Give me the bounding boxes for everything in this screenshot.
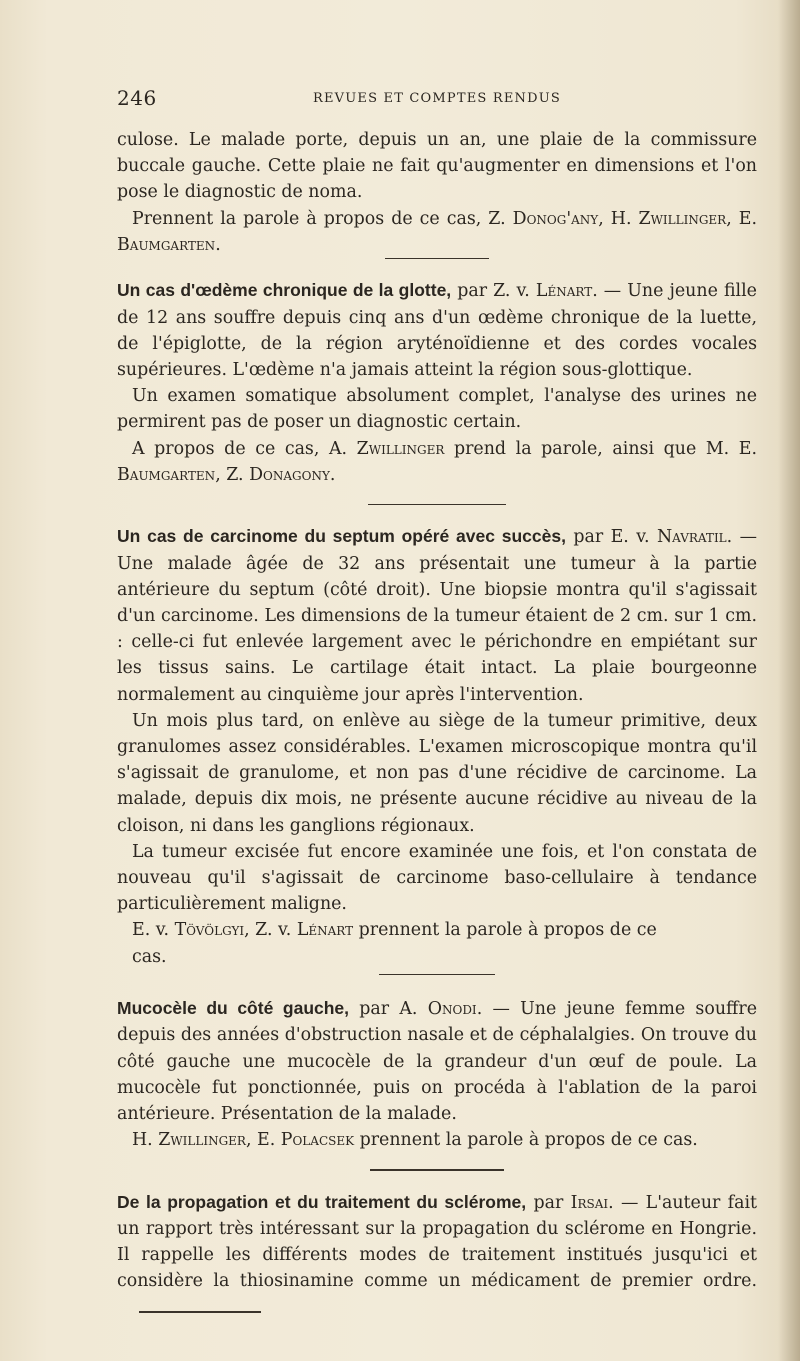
paragraph [117, 277, 757, 383]
author-name: Baumgarten [117, 464, 216, 485]
page-header [117, 86, 757, 116]
section-heading: De la propagation et du traitement du sclérome, [117, 1191, 527, 1212]
author-name: Donog'any [512, 208, 599, 229]
author-name: Onodi [427, 999, 477, 1020]
author-name: Irsai [570, 1192, 609, 1213]
paragraph-text: culose. Le malade porte, depuis un an, une plaie de la commissure buccale gauche. Cette plaie ne fait qu'augmenter en dimensions et l'on pose le diagnostic de noma. [117, 130, 757, 203]
author-name: Polacsek [280, 1130, 355, 1151]
text-run: , H. [598, 208, 639, 229]
paragraph-text: . — Une jeune femme souffre depuis des années d'obstruction nasale et de céphalalgies. On trouve du côté gauche une mucocèle de la grandeur d'un œuf de poule. La mucocèle fut ponctionnée, puis on procéda à l'ablation de la paroi antérieure. Présentation de la malade. [117, 999, 757, 1125]
page-number: 246 [117, 86, 157, 110]
paragraph [117, 839, 757, 918]
paragraph [117, 436, 757, 488]
paragraph-text: Un examen somatique absolument complet, l'analyse des urines ne permirent pas de poser un diagnostic certain. [117, 386, 757, 433]
text-run: par Z. v. [451, 281, 536, 302]
text-run: H. [132, 1130, 159, 1151]
paragraph [117, 383, 757, 435]
section-divider [368, 504, 506, 505]
paragraph-text: Un mois plus tard, on enlève au siège de la tumeur primitive, deux granulomes assez considérables. L'examen microscopique montra qu'il s'agissait de granulome, et non pas d'une récidive de carcinome. La malade, depuis dix mois, ne présente aucune récidive au niveau de la cloison, ni dans les ganglions régionaux. [117, 710, 757, 836]
author-name: Donagony [249, 464, 330, 485]
section-divider [379, 974, 495, 975]
text-run: . [329, 464, 336, 485]
paragraph [117, 523, 757, 707]
page-edge-shadow [778, 0, 800, 1361]
paragraph [117, 995, 757, 1127]
text-run: , Z. v. [244, 920, 297, 941]
paragraph [117, 708, 757, 839]
text-run: prennent la parole à propos de ce cas. [354, 1130, 698, 1151]
section-divider [139, 1311, 261, 1312]
author-name: Zwillinger [158, 1130, 246, 1151]
text-run: par E. v. [565, 527, 657, 548]
section-divider [370, 1169, 504, 1170]
text-run: . [215, 234, 221, 255]
section-heading: Mucocèle du côté gauche, [117, 998, 350, 1019]
author-name: Lénart [535, 281, 593, 302]
author-name: Navratil [656, 527, 727, 548]
running-title: REVUES ET COMPTES RENDUS [312, 91, 562, 106]
text-run: Prennent la parole à propos de ce cas, Z. [132, 208, 513, 229]
paragraph-text: La tumeur excisée fut encore examinée une fois, et l'on constata de nouveau qu'il s'agissait de carcinome baso-cellulaire à tendance particulièrement maligne. [117, 841, 757, 915]
section-divider [385, 258, 489, 259]
text-run: A propos de ce cas, A. [132, 438, 357, 459]
paragraph [117, 1127, 757, 1153]
body-text [117, 127, 757, 1321]
text-run: , E. [726, 208, 757, 229]
paragraph-text: . — L'auteur fait un rapport très intéressant sur la propagation du sclérome en Hongrie. Il rappelle les différents modes de traitement institués jusqu'ici et considère la thiosinamine comme un médicament de premier ordre. [117, 1192, 757, 1292]
text-run: par A. [349, 999, 428, 1020]
text-run: , Z. [215, 464, 250, 485]
paragraph [117, 206, 757, 258]
paragraph [117, 1189, 757, 1321]
text-run: par [526, 1192, 571, 1213]
author-name: Zwillinger [356, 438, 445, 459]
paragraph [117, 917, 757, 969]
section-heading: Un cas d'œdème chronique de la glotte, [117, 280, 452, 301]
paragraph [117, 127, 757, 206]
text-run: prend la parole, ainsi que M. E. [444, 438, 757, 459]
text-run: prennent la parole à propos de ce [353, 920, 657, 941]
paragraph-text: . — Une jeune fille de 12 ans souffre depuis cinq ans d'un œdème chronique de la luette, de l'épiglotte, de la région aryténoïdienne et des cordes vocales supérieures. L'œdème n'a jamais atteint la région sous-glottique. [117, 281, 757, 381]
author-name: Zwillinger [638, 208, 727, 229]
text-run: E. v. [132, 920, 175, 941]
text-run: cas. [132, 946, 167, 967]
text-run: , E. [245, 1130, 281, 1151]
author-name: Tövölgyi [174, 920, 245, 941]
author-name: Lénart [296, 920, 354, 941]
section-heading: Un cas de carcinome du septum opéré avec succès, [117, 526, 566, 547]
author-name: Baumgarten [117, 234, 216, 255]
paragraph-text: . — Une malade âgée de 32 ans présentait une tumeur à la partie antérieure du septum (côté droit). Une biopsie montra qu'il s'agissait d'un carcinome. Les dimensions de la tumeur étaient de 2 cm. sur 1 cm. : celle-ci fut enlevée largement avec le périchondre en empiétant sur les tissus sains. Le cartilage était intact. La plaie bourgeonne normalement au cinquième jour après l'intervention. [117, 527, 757, 705]
